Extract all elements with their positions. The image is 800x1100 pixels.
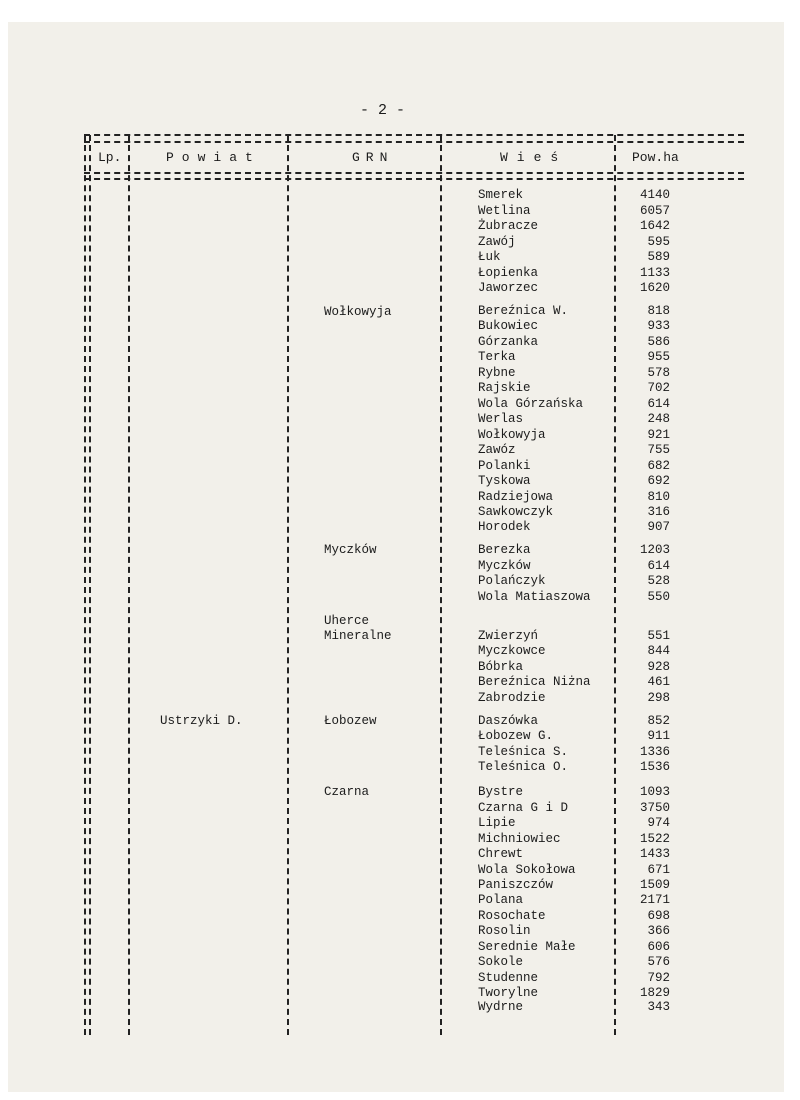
village-area: 818 — [647, 304, 670, 318]
village-area: 1133 — [639, 266, 670, 280]
divider-powiat — [287, 135, 289, 1035]
village-name: Teleśnica S. — [478, 745, 569, 759]
village-name: Wola Górzańska — [478, 397, 584, 411]
village-name: Rosolin — [478, 924, 531, 938]
village-name: Teleśnica O. — [478, 760, 569, 774]
village-name: Serednie Małe — [478, 940, 576, 954]
village-name: Michniowiec — [478, 832, 561, 846]
village-area: 844 — [647, 644, 670, 658]
grn-name: Łobozew — [324, 714, 377, 728]
village-name: Rosochate — [478, 909, 546, 923]
village-name: Wydrne — [478, 1000, 524, 1014]
village-area: 551 — [647, 629, 670, 643]
village-name: Czarna G i D — [478, 801, 569, 815]
village-area: 606 — [647, 940, 670, 954]
village-area: 589 — [647, 250, 670, 264]
page-number: - 2 - — [360, 102, 406, 119]
village-name: Rybne — [478, 366, 516, 380]
village-name: Chrewt — [478, 847, 524, 861]
village-name: Łuk — [478, 250, 501, 264]
village-name: Wołkowyja — [478, 428, 546, 442]
village-area: 671 — [647, 863, 670, 877]
village-name: Górzanka — [478, 335, 539, 349]
village-name: Wetlina — [478, 204, 531, 218]
village-name: Zabrodzie — [478, 691, 546, 705]
powiat-name: Ustrzyki D. — [160, 714, 243, 728]
village-name: Myczkowce — [478, 644, 546, 658]
village-area: 907 — [647, 520, 670, 534]
village-area: 1620 — [639, 281, 670, 295]
village-area: 1509 — [639, 878, 670, 892]
village-area: 316 — [647, 505, 670, 519]
village-name: Horodek — [478, 520, 531, 534]
village-area: 702 — [647, 381, 670, 395]
header-pow: Pow.ha — [632, 150, 679, 165]
table-top-border — [84, 134, 744, 136]
village-name: Sokole — [478, 955, 524, 969]
village-area: 595 — [647, 235, 670, 249]
village-area: 1536 — [639, 760, 670, 774]
village-area: 755 — [647, 443, 670, 457]
village-area: 298 — [647, 691, 670, 705]
header-bottom-border — [84, 172, 744, 174]
header-bottom-border-inner — [84, 178, 744, 180]
header-lp: Lp. — [98, 150, 122, 165]
village-area: 911 — [647, 729, 670, 743]
village-area: 4140 — [639, 188, 670, 202]
village-area: 810 — [647, 490, 670, 504]
village-name: Polanki — [478, 459, 531, 473]
village-area: 852 — [647, 714, 670, 728]
village-area: 1093 — [639, 785, 670, 799]
village-area: 366 — [647, 924, 670, 938]
village-name: Rajskie — [478, 381, 531, 395]
village-area: 928 — [647, 660, 670, 674]
village-name: Zawój — [478, 235, 516, 249]
grn-name: Mineralne — [324, 629, 392, 643]
village-area: 974 — [647, 816, 670, 830]
grn-name: Czarna — [324, 785, 370, 799]
village-name: Terka — [478, 350, 516, 364]
left-border — [84, 135, 86, 1035]
village-area: 955 — [647, 350, 670, 364]
village-area: 2171 — [639, 893, 670, 907]
header-grn: GRN — [352, 150, 394, 165]
divider-lp — [128, 135, 130, 1035]
village-name: Myczków — [478, 559, 531, 573]
village-name: Wola Sokołowa — [478, 863, 576, 877]
village-name: Bystre — [478, 785, 524, 799]
left-border-inner — [89, 135, 91, 1035]
village-area: 343 — [647, 1000, 670, 1014]
village-name: Studenne — [478, 971, 539, 985]
village-name: Zwierzyń — [478, 629, 539, 643]
village-area: 1829 — [639, 986, 670, 1000]
village-name: Jaworzec — [478, 281, 539, 295]
grn-name: Myczków — [324, 543, 377, 557]
village-name: Bereźnica Niżna — [478, 675, 591, 689]
village-area: 692 — [647, 474, 670, 488]
village-name: Smerek — [478, 188, 524, 202]
village-area: 792 — [647, 971, 670, 985]
village-area: 933 — [647, 319, 670, 333]
village-name: Tyskowa — [478, 474, 531, 488]
village-name: Łobozew G. — [478, 729, 554, 743]
village-name: Radziejowa — [478, 490, 554, 504]
village-area: 578 — [647, 366, 670, 380]
village-name: Bóbrka — [478, 660, 524, 674]
village-area: 461 — [647, 675, 670, 689]
village-area: 6057 — [639, 204, 670, 218]
village-name: Tworylne — [478, 986, 539, 1000]
village-name: Berezka — [478, 543, 531, 557]
village-area: 1522 — [639, 832, 670, 846]
village-area: 1203 — [639, 543, 670, 557]
village-name: Zawóz — [478, 443, 516, 457]
village-name: Bukowiec — [478, 319, 539, 333]
village-area: 248 — [647, 412, 670, 426]
village-area: 682 — [647, 459, 670, 473]
village-area: 550 — [647, 590, 670, 604]
village-name: Lipie — [478, 816, 516, 830]
village-name: Werlas — [478, 412, 524, 426]
grn-name: Wołkowyja — [324, 305, 392, 319]
village-name: Sawkowczyk — [478, 505, 554, 519]
village-area: 1433 — [639, 847, 670, 861]
village-area: 1336 — [639, 745, 670, 759]
grn-name: Uherce — [324, 614, 370, 628]
village-area: 586 — [647, 335, 670, 349]
village-area: 3750 — [639, 801, 670, 815]
village-name: Żubracze — [478, 219, 539, 233]
village-name: Bereźnica W. — [478, 304, 569, 318]
village-name: Polana — [478, 893, 524, 907]
village-area: 921 — [647, 428, 670, 442]
village-name: Wola Matiaszowa — [478, 590, 591, 604]
village-name: Łopienka — [478, 266, 539, 280]
header-powiat: Powiat — [166, 150, 261, 165]
header-wies: Wieś — [500, 150, 568, 165]
village-area: 698 — [647, 909, 670, 923]
village-name: Paniszczów — [478, 878, 554, 892]
village-area: 614 — [647, 559, 670, 573]
village-area: 528 — [647, 574, 670, 588]
divider-grn — [440, 135, 442, 1035]
village-name: Polańczyk — [478, 574, 546, 588]
village-area: 614 — [647, 397, 670, 411]
village-area: 1642 — [639, 219, 670, 233]
village-area: 576 — [647, 955, 670, 969]
village-name: Daszówka — [478, 714, 539, 728]
table-top-border-inner — [84, 141, 744, 143]
